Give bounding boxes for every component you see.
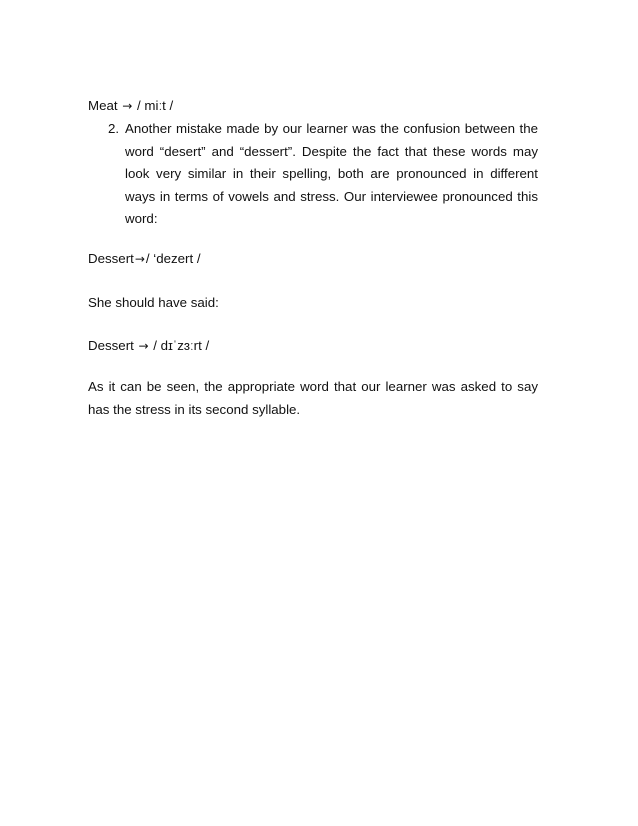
dessert-wrong-transcription: / ‘dezert / bbox=[145, 251, 201, 266]
dessert-wrong-line bbox=[88, 248, 201, 270]
right-arrow-icon: → bbox=[138, 339, 149, 353]
dessert-right-transcription: / dɪˈzɜːrt / bbox=[153, 338, 210, 353]
dessert-right-line bbox=[88, 335, 209, 357]
meat-transcription-line bbox=[88, 95, 173, 117]
right-arrow-icon: → bbox=[122, 99, 133, 113]
list-item-text: Another mistake made by our learner was the confusion between the word “desert” and “dessert”. Despite the fact that these words may look very similar in their spelling, both are pronounced in different ways in terms of vowels and stress. Our interviewee pronounced this word: bbox=[125, 121, 538, 226]
list-item-2 bbox=[108, 118, 538, 231]
conclusion-paragraph: As it can be seen, the appropriate word that our learner was asked to say has the stress in its second syllable. bbox=[88, 379, 538, 417]
should-have-said-line: She should have said: bbox=[88, 295, 219, 310]
meat-transcription: / miːt / bbox=[137, 98, 174, 113]
dessert-word: Dessert bbox=[88, 338, 134, 353]
right-arrow-icon: → bbox=[134, 252, 145, 266]
meat-word: Meat bbox=[88, 98, 118, 113]
dessert-word: Dessert bbox=[88, 251, 134, 266]
list-number: 2. bbox=[108, 121, 120, 136]
